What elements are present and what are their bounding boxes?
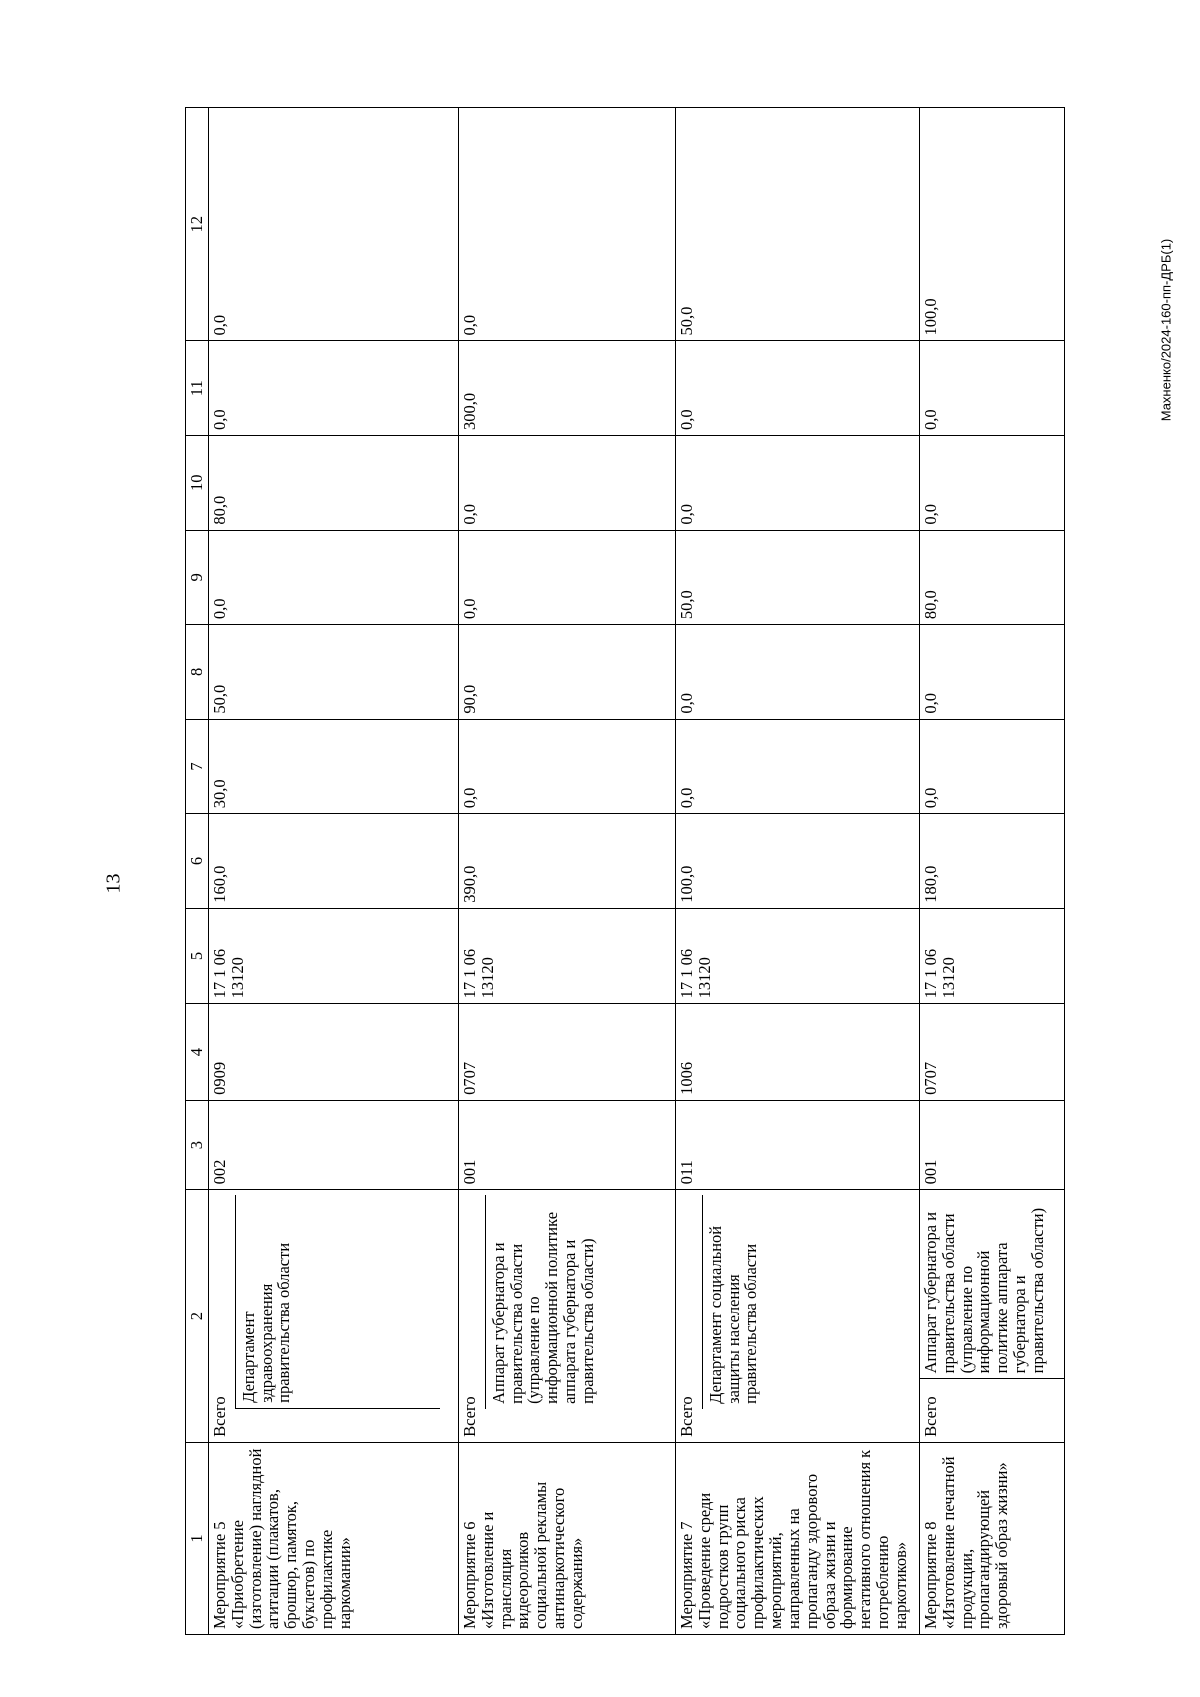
col-header-9: 9 [186, 530, 209, 625]
table-row [920, 108, 1065, 1635]
value-col-12: 50,0 [676, 108, 920, 341]
event-name: Мероприятие 5 «Приобретение (изготовление) наглядной агитации (плакатов, брошюр, памяток, буклетов) по профилактике наркомании» [209, 1442, 459, 1634]
header-row [186, 108, 209, 1635]
event-name: Мероприятие 6 «Изготовление и трансляция видеороликов социальной рекламы антинаркотического содержания» [459, 1442, 676, 1634]
document-code [1151, 200, 1181, 460]
value-col-9: 80,0 [920, 530, 1065, 625]
budget-table-container [185, 107, 1065, 1635]
csr-code: 17 1 06 13120 [209, 908, 459, 1004]
executor-name: Департамент социальной защиты населения правительства области [702, 1195, 897, 1408]
grbs-code: 011 [676, 1100, 920, 1190]
table-row [459, 108, 676, 1635]
value-col-11: 300,0 [459, 341, 676, 436]
event-name: Мероприятие 7 «Проведение среди подростков групп социального риска профилактических мероприятий, направленных на пропаганду здорового образа жизни и формирование негативного отношения к потреблению наркотиков» [676, 1442, 920, 1634]
executor-name: Аппарат губернатора и правительства области (управление по информационной политике аппарата губернатора и правительства области) [920, 1190, 1064, 1379]
grbs-code: 001 [459, 1100, 676, 1190]
value-col-7: 30,0 [209, 719, 459, 814]
col-header-2: 2 [186, 1190, 209, 1442]
value-col-10: 0,0 [676, 436, 920, 531]
col-header-4: 4 [186, 1004, 209, 1101]
total-label: Всего [921, 1396, 940, 1437]
value-col-6: 180,0 [920, 814, 1065, 909]
value-col-10: 0,0 [459, 436, 676, 531]
event-name: Мероприятие 8 «Изготовление печатной продукции, пропагандирующей здоровый образ жизни» [920, 1442, 1065, 1634]
value-col-8: 0,0 [920, 625, 1065, 720]
value-col-11: 0,0 [209, 341, 459, 436]
value-col-11: 0,0 [920, 341, 1065, 436]
rzpr-code: 0707 [459, 1004, 676, 1101]
csr-code: 17 1 06 13120 [920, 908, 1065, 1004]
col-header-11: 11 [186, 341, 209, 436]
value-col-10: 0,0 [920, 436, 1065, 531]
col-header-1: 1 [186, 1442, 209, 1634]
value-col-9: 0,0 [209, 530, 459, 625]
executor-name: Аппарат губернатора и правительства области (управление по информационной политике аппарата губернатора и правительства области) [485, 1195, 650, 1408]
value-col-8: 90,0 [459, 625, 676, 720]
value-col-8: 50,0 [209, 625, 459, 720]
col-header-10: 10 [186, 436, 209, 531]
col-header-8: 8 [186, 625, 209, 720]
executor-cell [209, 1190, 459, 1442]
value-col-12: 0,0 [209, 108, 459, 341]
value-col-7: 0,0 [920, 719, 1065, 814]
value-col-6: 100,0 [676, 814, 920, 909]
value-col-6: 390,0 [459, 814, 676, 909]
csr-code: 17 1 06 13120 [459, 908, 676, 1004]
rzpr-code: 0707 [920, 1004, 1065, 1101]
value-col-9: 0,0 [459, 530, 676, 625]
rzpr-code: 0909 [209, 1004, 459, 1101]
executor-cell [459, 1190, 676, 1442]
executor-cell [920, 1190, 1065, 1442]
value-col-8: 0,0 [676, 625, 920, 720]
total-label: Всего [677, 1396, 696, 1437]
value-col-7: 0,0 [676, 719, 920, 814]
budget-table [185, 107, 1065, 1635]
col-header-3: 3 [186, 1100, 209, 1190]
table-row [676, 108, 920, 1635]
executor-name: Департамент здравоохранения правительства области [235, 1195, 440, 1408]
grbs-code: 002 [209, 1100, 459, 1190]
total-label: Всего [460, 1396, 479, 1437]
csr-code: 17 1 06 13120 [676, 908, 920, 1004]
value-col-12: 0,0 [459, 108, 676, 341]
executor-cell [676, 1190, 920, 1442]
value-col-9: 50,0 [676, 530, 920, 625]
value-col-7: 0,0 [459, 719, 676, 814]
total-label: Всего [210, 1396, 229, 1437]
rzpr-code: 1006 [676, 1004, 920, 1101]
col-header-7: 7 [186, 719, 209, 814]
value-col-6: 160,0 [209, 814, 459, 909]
document-code-text: Махненко/2024-160-пп-ДРБ(1) [1158, 238, 1174, 422]
value-col-12: 100,0 [920, 108, 1065, 341]
page-number: 13 [102, 873, 125, 894]
col-header-12: 12 [186, 108, 209, 341]
col-header-5: 5 [186, 908, 209, 1004]
grbs-code: 001 [920, 1100, 1065, 1190]
value-col-10: 80,0 [209, 436, 459, 531]
col-header-6: 6 [186, 814, 209, 909]
table-row [209, 108, 459, 1635]
value-col-11: 0,0 [676, 341, 920, 436]
